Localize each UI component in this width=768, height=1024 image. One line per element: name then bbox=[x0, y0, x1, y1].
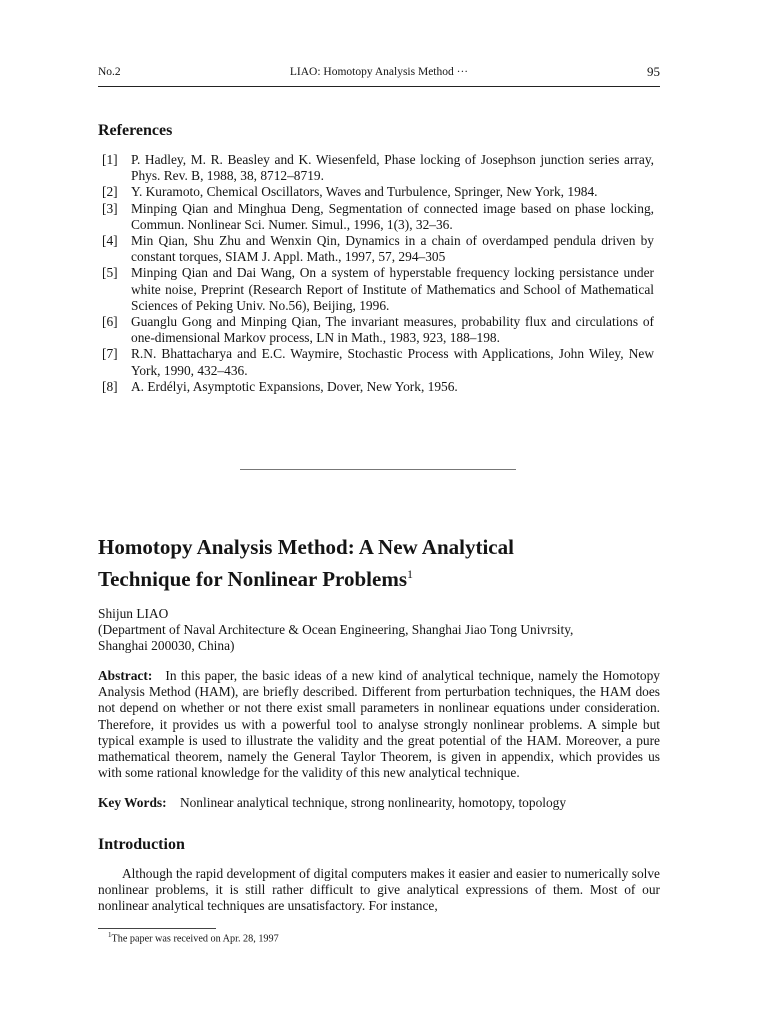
keywords bbox=[98, 795, 660, 811]
footnote-rule bbox=[98, 928, 216, 929]
paper-title-line-2: Technique for Nonlinear Problems$^1$ bbox=[98, 567, 414, 591]
reference-number: [7] bbox=[102, 346, 118, 362]
reference-text: Minping Qian and Dai Wang, On a system of hyperstable frequency locking persistance under white noise, Preprint (Research Report of Institute of Mathematics and School of Mathematical Sciences of Peking Univ. No.56), Beijing, 1996. bbox=[131, 265, 654, 313]
reference-item bbox=[98, 201, 654, 233]
reference-text: Guanglu Gong and Minping Qian, The invariant measures, probability flux and circulations of one-dimensional Markov process, LN in Math., 1983, 923, 188–198. bbox=[131, 314, 654, 346]
keywords-label: Key Words: bbox=[98, 795, 167, 810]
affiliation-line-2: Shanghai 200030, China) bbox=[98, 638, 235, 654]
paper-title bbox=[98, 534, 658, 593]
introduction-paragraph: Although the rapid development of digital computers makes it easier and easier to numerically solve nonlinear problems, it is still rather difficult to give analytical expressions of them. Most of our nonlinear analytical techniques are unsatisfactory. For instance, bbox=[98, 866, 660, 914]
references-list bbox=[98, 152, 654, 395]
reference-number: [2] bbox=[102, 184, 118, 200]
reference-item bbox=[98, 233, 654, 265]
reference-item bbox=[98, 152, 654, 184]
reference-item bbox=[98, 184, 654, 200]
author-name: Shijun LIAO bbox=[98, 606, 169, 621]
reference-number: [8] bbox=[102, 378, 118, 394]
references-heading: References bbox=[98, 122, 173, 139]
footnote bbox=[108, 931, 279, 944]
reference-text: P. Hadley, M. R. Beasley and K. Wiesenfeld, Phase locking of Josephson junction series array, Phys. Rev. B, 1988, 38, 8712–8719. bbox=[131, 152, 654, 184]
footnote-mark: 1 bbox=[108, 931, 112, 939]
reference-text: R.N. Bhattacharya and E.C. Waymire, Stochastic Process with Applications, John Wiley, New York, 1990, 432–436. bbox=[131, 346, 654, 378]
introduction-heading: Introduction bbox=[98, 836, 185, 853]
reference-text: Y. Kuramoto, Chemical Oscillators, Waves and Turbulence, Springer, New York, 1984. bbox=[131, 184, 598, 200]
affiliation-line-1: (Department of Naval Architecture & Ocean Engineering, Shanghai Jiao Tong Univrsity, bbox=[98, 622, 574, 637]
abstract-text: In this paper, the basic ideas of a new kind of analytical technique, namely the Homotopy Analysis Method (HAM), are briefly described. Different from perturbation techniques, the HAM does not depend on whether or not there exist small parameters in nonlinear equations under consideration. Therefore, it provides us with a powerful tool to analyse strongly nonlinear problems. A simple but typical example is used to illustrate the validity and the great potential of the HAM. Moreover, a pure mathematical theorem, namely the General Taylor Theorem, is given in appendix, which provides us with some rational knowledge for the validity of this new analytical technique. bbox=[98, 668, 660, 781]
reference-number: [1] bbox=[102, 152, 118, 167]
running-head bbox=[98, 64, 660, 82]
reference-number: [5] bbox=[102, 265, 118, 281]
reference-number: [6] bbox=[102, 314, 118, 330]
reference-number: [4] bbox=[102, 233, 118, 249]
footnote-text: The paper was received on Apr. 28, 1997 bbox=[111, 933, 279, 945]
reference-text: A. Erdélyi, Asymptotic Expansions, Dover, New York, 1956. bbox=[131, 378, 458, 394]
section-divider bbox=[240, 469, 516, 470]
abstract bbox=[98, 668, 660, 781]
reference-item bbox=[98, 314, 654, 346]
reference-text: Min Qian, Shu Zhu and Wenxin Qin, Dynamics in a chain of overdamped pendula driven by constant torques, SIAM J. Appl. Math., 1997, 57, 294–305 bbox=[131, 233, 654, 265]
header-rule bbox=[98, 86, 660, 87]
page-number: 95 bbox=[647, 64, 660, 79]
running-title: LIAO: Homotopy Analysis Method ··· bbox=[289, 66, 469, 78]
reference-item bbox=[98, 265, 654, 314]
reference-item bbox=[98, 379, 654, 395]
reference-number: [3] bbox=[102, 200, 118, 216]
reference-item bbox=[98, 346, 654, 378]
author-affiliation bbox=[98, 622, 658, 654]
reference-text: Minping Qian and Minghua Deng, Segmentation of connected image based on phase locking, Commun. Nonlinear Sci. Numer. Simul., 1996, 1(3), 32–36. bbox=[131, 200, 654, 232]
keywords-text: Nonlinear analytical technique, strong nonlinearity, homotopy, topology bbox=[179, 795, 567, 810]
issue-number: No.2 bbox=[98, 66, 121, 78]
abstract-label: Abstract: bbox=[98, 668, 153, 683]
title-footnote-mark: 1 bbox=[407, 567, 414, 581]
paper-title-line-1: Homotopy Analysis Method: A New Analytical bbox=[98, 535, 514, 559]
